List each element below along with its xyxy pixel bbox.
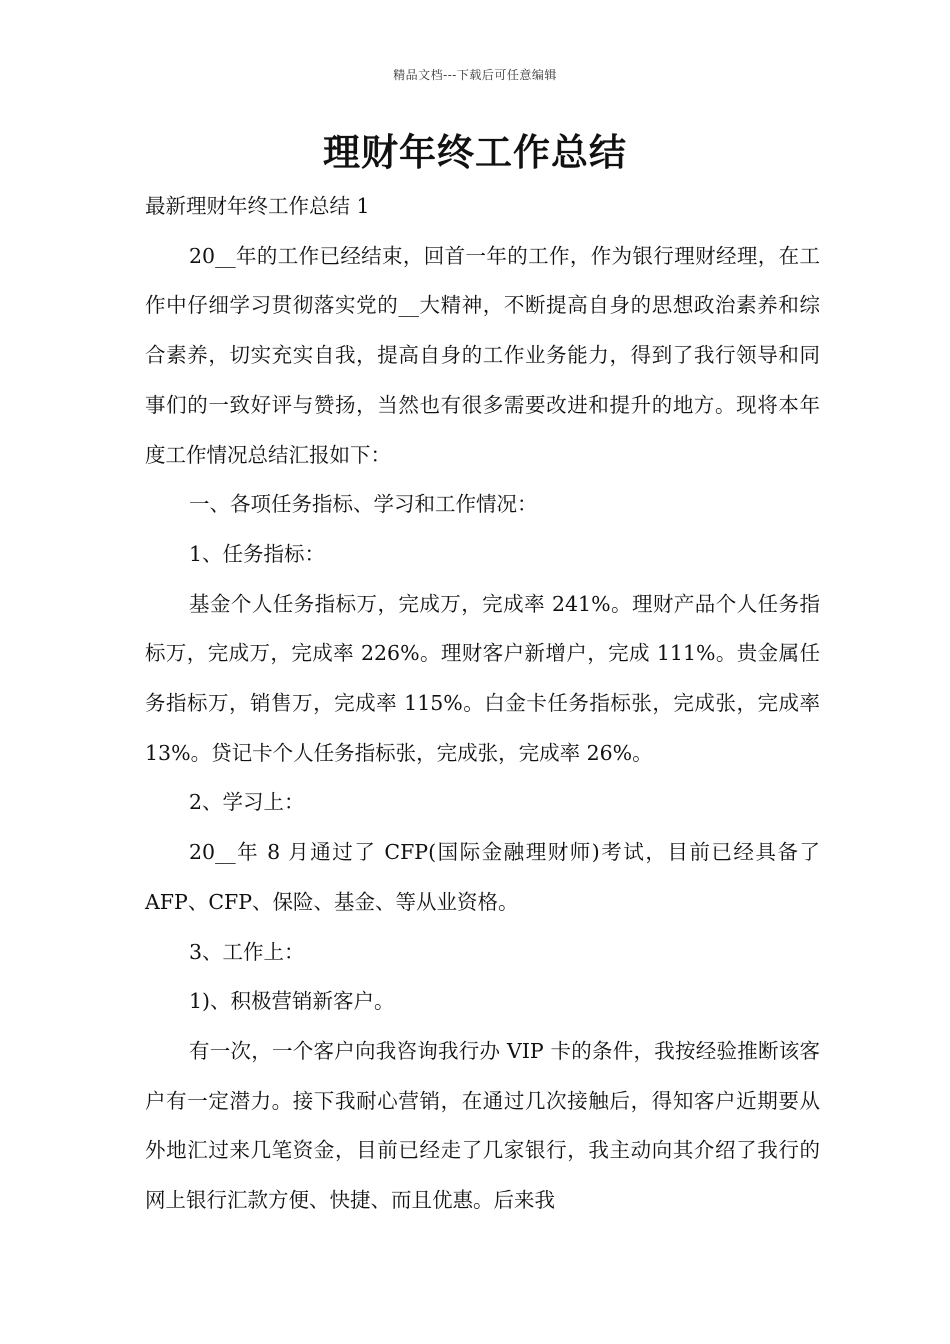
- paragraph-task-metrics: 基金个人任务指标万，完成万，完成率 241%。理财产品个人任务指标万，完成万，完成率 226%。理财客户新增户，完成 111%。贵金属任务指标万，销售万，完成率 115%。白金卡任务指标张，完成张，完成率 13%。贷记卡个人任务指标张，完成张，完成率 26%。: [145, 591, 820, 765]
- section-heading-1: 一、各项任务指标、学习和工作情况：: [189, 492, 538, 517]
- list-item-new-clients: 1)、积极营销新客户。: [189, 989, 395, 1014]
- subsection-heading-study: 2、学习上：: [189, 790, 305, 815]
- document-title: 理财年终工作总结: [323, 131, 627, 174]
- paragraph-intro: 20__年的工作已经结束，回首一年的工作，作为银行理财经理，在工作中仔细学习贯彻落实党的__大精神，不断提高自身的思想政治素养和综合素养，切实充实自我，提高自身的工作业务能力，得到了我行领导和同事们的一致好评与赞扬，当然也有很多需要改进和提升的地方。现将本年度工作情况总结汇报如下：: [145, 243, 820, 467]
- subsection-heading-work: 3、工作上：: [189, 939, 305, 964]
- document-body: [145, 182, 820, 1226]
- header-note: 精品文档---下载后可任意编辑: [393, 68, 557, 82]
- subsection-heading-task: 1、任务指标：: [189, 541, 326, 566]
- paragraph-study: 20__年 8 月通过了 CFP(国际金融理财师)考试，目前已经具备了 AFP、CFP、保险、基金、等从业资格。: [145, 840, 820, 914]
- paragraph-client-story: 有一次，一个客户向我咨询我行办 VIP 卡的条件，我按经验推断该客户有一定潜力。接下我耐心营销，在通过几次接触后，得知客户近期要从外地汇过来几笔资金，目前已经走了几家银行，我主动向其介绍了我行的网上银行汇款方便、快捷、而且优惠。后来我: [145, 1038, 820, 1213]
- document-subtitle: 最新理财年终工作总结 1: [145, 194, 370, 218]
